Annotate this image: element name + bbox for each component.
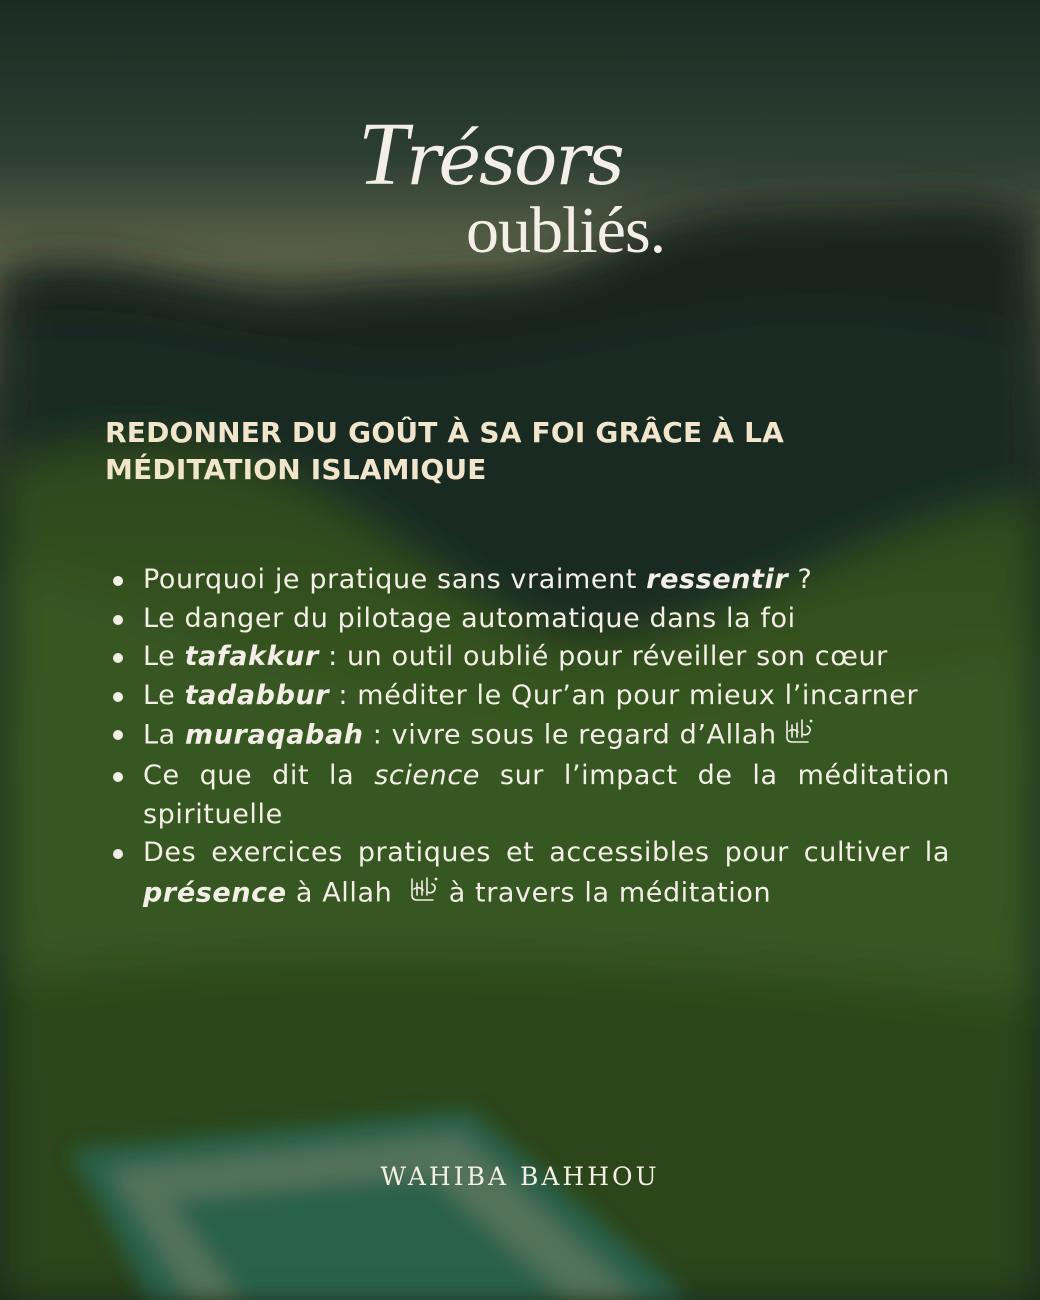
emphasis-text: tafakkur (184, 641, 319, 673)
list-item-text: Le danger du pilotage automatique dans la foi (143, 602, 796, 634)
list-item-text: : vivre sous le regard d’Allah (363, 719, 777, 751)
emphasis-text: tadabbur (184, 679, 330, 711)
list-item-text: Pourquoi je (143, 564, 310, 595)
list-item-text: à Allah (286, 877, 402, 909)
emphasis-text: muraqabah (184, 719, 364, 751)
list-item-text: ? (788, 564, 813, 595)
list-item-text: sans vraiment (427, 564, 647, 595)
list-item-text: : méditer le Qur’an pour mieux l’incarner (329, 679, 919, 711)
list-item-text: Le (143, 641, 185, 673)
list-item-text: à travers la méditation (439, 877, 772, 909)
logo-line-1 (358, 105, 623, 204)
jalla-jalaluhu-icon (783, 715, 815, 757)
emphasis-text: présence (143, 877, 287, 909)
emphasis-text: ressentir (646, 564, 789, 595)
list-item (110, 834, 950, 914)
list-item-text: Des (143, 837, 212, 869)
logo-line-1-rest: résors (406, 117, 623, 201)
emphasis-text: science (374, 759, 480, 791)
topics-list (110, 561, 950, 914)
jalla-jalaluhu-icon (408, 873, 440, 915)
list-item (110, 757, 950, 834)
logo-line-2: oubliés. (466, 194, 666, 267)
list-item (110, 715, 950, 757)
emphasis-text: pratique (309, 564, 428, 595)
list-item (110, 677, 950, 716)
list-item-text: sur l’impact de la méditation spirituelle (143, 759, 950, 830)
list-item (110, 600, 950, 639)
list-item-text: : un outil oublié pour réveiller son cœur (318, 641, 888, 673)
list-item (110, 561, 950, 600)
brand-logo (350, 105, 710, 280)
list-item-text: Le (143, 679, 185, 711)
list-item-text: La (143, 719, 185, 751)
emphasis-text: exercices (211, 837, 343, 869)
logo-capital: T (358, 105, 407, 204)
list-item-text: Ce que dit la (143, 759, 375, 791)
page-title: REDONNER DU GOÛT À SA FOI GRÂCE À LA MÉDITATION ISLAMIQUE (105, 416, 784, 486)
list-item-text: pratiques et accessibles pour cultiver la (342, 837, 950, 869)
list-item (110, 638, 950, 677)
author-name: WAHIBA BAHHOU (380, 1162, 660, 1191)
